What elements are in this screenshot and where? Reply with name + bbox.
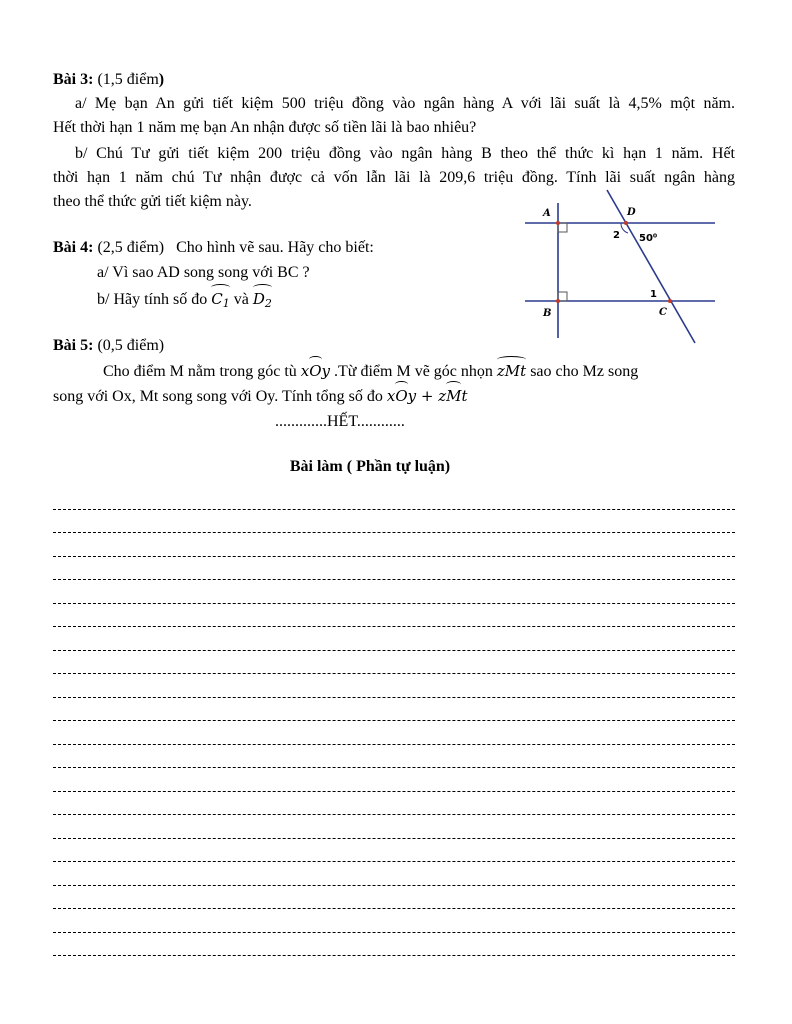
- angle-zmt: zMt: [497, 359, 526, 383]
- bai3-a-line2: Hết thời hạn 1 năm mẹ bạn An nhận được số tiền lãi là bao nhiêu?: [53, 119, 477, 136]
- answer-line: [53, 486, 735, 510]
- answer-line: [53, 604, 735, 628]
- answer-line: [53, 533, 735, 557]
- bai4-points: (2,5 điểm) Cho hình vẽ sau. Hãy cho biết:: [93, 239, 374, 256]
- answer-line: [53, 745, 735, 769]
- end-mark: .............HẾT............: [275, 413, 405, 430]
- answer-line: [53, 580, 735, 604]
- label-b: B: [543, 308, 552, 319]
- answer-line: [53, 698, 735, 722]
- angle-xoy-o: O: [309, 359, 321, 383]
- bai3-points-close: ): [158, 71, 165, 88]
- angle-xoy-y: y: [321, 362, 331, 380]
- sum-plus-z: + z: [416, 387, 447, 405]
- label-angle-50: 50⁰: [639, 233, 658, 244]
- angle-c1-sub: 1: [222, 297, 230, 310]
- bai5-line1-a: Cho điểm M nằm trong góc tù: [103, 363, 301, 380]
- angle-c1-letter: C: [211, 290, 223, 308]
- geometry-figure: [525, 188, 720, 348]
- label-1: 1: [650, 289, 657, 300]
- sum-y: y: [407, 387, 417, 405]
- bai3-heading: [53, 68, 735, 92]
- bai3-b-line2: thời hạn 1 năm chú Tư nhận được cả vốn lẫn lãi là 209,6 triệu đồng. Tính lãi suất ngân hàng: [53, 169, 735, 186]
- label-c: C: [659, 307, 667, 318]
- sum-t: t: [461, 387, 468, 405]
- answer-line: [53, 557, 735, 581]
- answer-line: [53, 510, 735, 534]
- bai5-line2: [53, 384, 735, 409]
- bai3-points: (1,5 điểm: [93, 71, 159, 88]
- sum-o: O: [395, 384, 407, 408]
- answer-lines: [53, 486, 735, 956]
- answer-line: [53, 721, 735, 745]
- answer-line: [53, 651, 735, 675]
- answer-line: [53, 792, 735, 816]
- answer-line: [53, 815, 735, 839]
- angle-d2-letter: D: [252, 290, 265, 308]
- bai3-title: Bài 3:: [53, 71, 94, 88]
- point-c: [668, 299, 672, 303]
- sum-x: x: [386, 387, 396, 405]
- answer-line: [53, 839, 735, 863]
- sum-m: M: [446, 384, 461, 408]
- bai3-a-line1: a/ Mẹ bạn An gửi tiết kiệm 500 triệu đồng vào ngân hàng A với lãi suất là 4,5% một năm.: [75, 95, 735, 112]
- line-dc: [607, 190, 695, 343]
- bai5-points: (0,5 điểm): [93, 337, 165, 354]
- bai5-title: Bài 5:: [53, 337, 94, 354]
- answer-line: [53, 862, 735, 886]
- point-d: [624, 221, 628, 225]
- bai5-line1: [53, 359, 785, 384]
- answer-line: [53, 933, 735, 957]
- angle-c1: [211, 290, 229, 308]
- bai4-b-and: và: [229, 291, 253, 308]
- bai5-line2-a: song với Ox, Mt song song với Oy. Tính tổng số đo: [53, 388, 387, 405]
- bai4-title: Bài 4:: [53, 239, 94, 256]
- point-b: [556, 299, 560, 303]
- bai4-a: a/ Vì sao AD song song với BC ?: [97, 264, 310, 281]
- answer-title: Bài làm ( Phần tự luận): [289, 458, 451, 475]
- angle-xoy-x: x: [300, 362, 310, 380]
- angle-xoy: [301, 362, 330, 380]
- answer-line: [53, 768, 735, 792]
- label-2: 2: [613, 230, 620, 241]
- label-a: A: [543, 208, 551, 219]
- bai4-b-prefix: b/ Hãy tính số đo: [97, 291, 212, 308]
- answer-line: [53, 886, 735, 910]
- angle-d2: [253, 290, 272, 308]
- bai3-b-line3: theo thể thức gửi tiết kiệm này.: [53, 193, 252, 210]
- label-d: D: [627, 207, 636, 218]
- answer-line: [53, 909, 735, 933]
- angle-d2-sub: 2: [264, 297, 272, 310]
- point-a: [556, 221, 560, 225]
- answer-line: [53, 674, 735, 698]
- sum-expression: [387, 387, 468, 405]
- bai3-b-line1: b/ Chú Tư gửi tiết kiệm 200 triệu đồng vào ngân hàng B theo thể thức kì hạn 1 năm. Hết: [75, 145, 735, 162]
- bai5-line1-c: sao cho Mz song: [526, 363, 639, 380]
- answer-line: [53, 627, 735, 651]
- bai5-line1-b: .Từ điểm M vẽ góc nhọn: [330, 363, 497, 380]
